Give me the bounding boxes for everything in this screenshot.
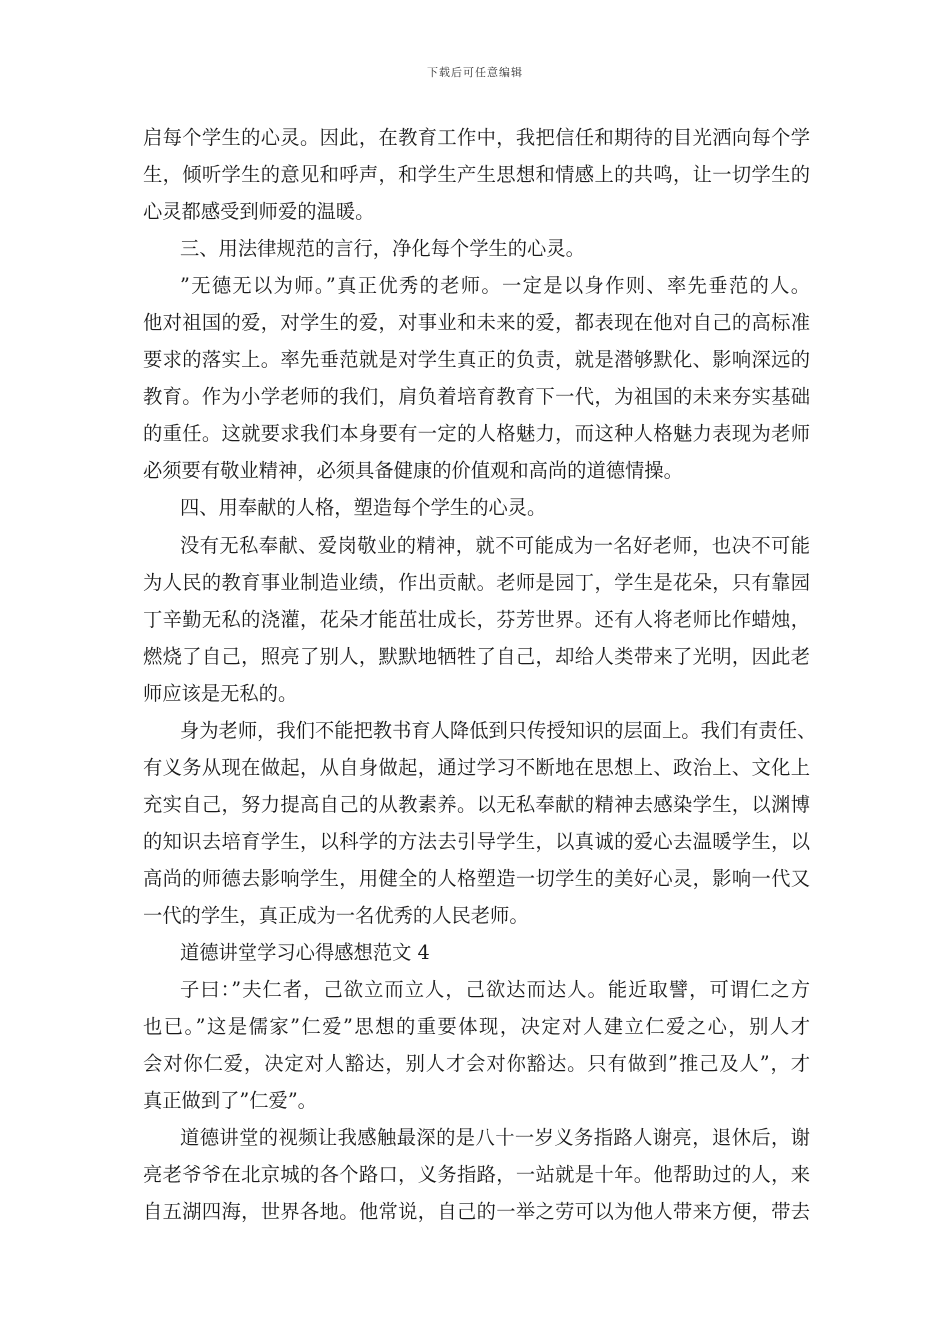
text-line: 他对祖国的爱，对学生的爱，对事业和未来的爱，都表现在他对自己的高标准 bbox=[143, 311, 810, 335]
text-line: 自五湖四海，世界各地。他常说，自己的一举之劳可以为他人带来方便，带去 bbox=[143, 1200, 810, 1224]
text-line: 要求的落实上。率先垂范就是对学生真正的负责，就是潜够默化、影响深远的 bbox=[143, 348, 810, 372]
text-line: 一代的学生，真正成为一名优秀的人民老师。 bbox=[143, 903, 529, 927]
text-line: 有义务从现在做起，从自身做起，通过学习不断地在思想上、政治上、文化上 bbox=[143, 755, 810, 779]
text-line: 道德讲堂的视频让我感触最深的是八十一岁义务指路人谢亮，退休后，谢 bbox=[180, 1126, 810, 1150]
text-line: 师应该是无私的。 bbox=[143, 681, 298, 705]
text-line: 启每个学生的心灵。因此，在教育工作中，我把信任和期待的目光洒向每个学 bbox=[143, 126, 810, 149]
text-line: 亮老爷爷在北京城的各个路口，义务指路，一站就是十年。他帮助过的人，来 bbox=[143, 1163, 810, 1187]
text-line: 真正做到了”仁爱”。 bbox=[143, 1089, 317, 1113]
text-line: 高尚的师德去影响学生，用健全的人格塑造一切学生的美好心灵，影响一代又 bbox=[143, 866, 810, 890]
text-line: 三、用法律规范的言行，净化每个学生的心灵。 bbox=[180, 237, 585, 261]
text-line: 心灵都感受到师爱的温暖。 bbox=[143, 200, 375, 224]
text-line: 没有无私奉献、爱岗敬业的精神，就不可能成为一名好老师，也决不可能 bbox=[180, 533, 810, 557]
text-line: 四、用奉献的人格，塑造每个学生的心灵。 bbox=[180, 496, 547, 520]
text-line: 子曰：”夫仁者，己欲立而立人，己欲达而达人。能近取譬，可谓仁之方 bbox=[180, 978, 810, 1002]
page-header: 下载后可任意编辑 bbox=[427, 66, 523, 79]
text-line: 为人民的教育事业制造业绩，作出贡献。老师是园丁，学生是花朵，只有靠园 bbox=[143, 570, 810, 594]
text-line: 会对你仁爱，决定对人豁达，别人才会对你豁达。只有做到”推己及人”，才 bbox=[143, 1052, 810, 1076]
text-line: 也已。”这是儒家”仁爱”思想的重要体现，决定对人建立仁爱之心，别人才 bbox=[143, 1015, 810, 1039]
text-line: 丁辛勤无私的浇灌，花朵才能茁壮成长，芬芳世界。还有人将老师比作蜡烛， bbox=[143, 607, 810, 631]
document-body bbox=[143, 119, 817, 1230]
text-line: 必须要有敬业精神，必须具备健康的价值观和高尚的道德情操。 bbox=[143, 459, 683, 483]
text-line: 充实自己，努力提高自己的从教素养。以无私奉献的精神去感染学生，以渊博 bbox=[143, 792, 810, 816]
text-line: 的重任。这就要求我们本身要有一定的人格魅力，而这种人格魅力表现为老师 bbox=[143, 422, 810, 446]
text-line: 生，倾听学生的意见和呼声，和学生产生思想和情感上的共鸣，让一切学生的 bbox=[143, 163, 810, 187]
text-line: 燃烧了自己，照亮了别人，默默地牺牲了自己，却给人类带来了光明，因此老 bbox=[143, 644, 810, 668]
text-line: 身为老师，我们不能把教书育人降低到只传授知识的层面上。我们有责任、 bbox=[180, 718, 817, 742]
text-line: 教育。作为小学老师的我们，肩负着培育教育下一代，为祖国的未来夯实基础 bbox=[143, 385, 810, 409]
text-line: ”无德无以为师。”真正优秀的老师。一定是以身作则、率先垂范的人。 bbox=[180, 274, 810, 298]
text-line: 道德讲堂学习心得感想范文 4 bbox=[180, 941, 430, 965]
text-line: 的知识去培育学生，以科学的方法去引导学生，以真诚的爱心去温暖学生，以 bbox=[143, 829, 810, 853]
